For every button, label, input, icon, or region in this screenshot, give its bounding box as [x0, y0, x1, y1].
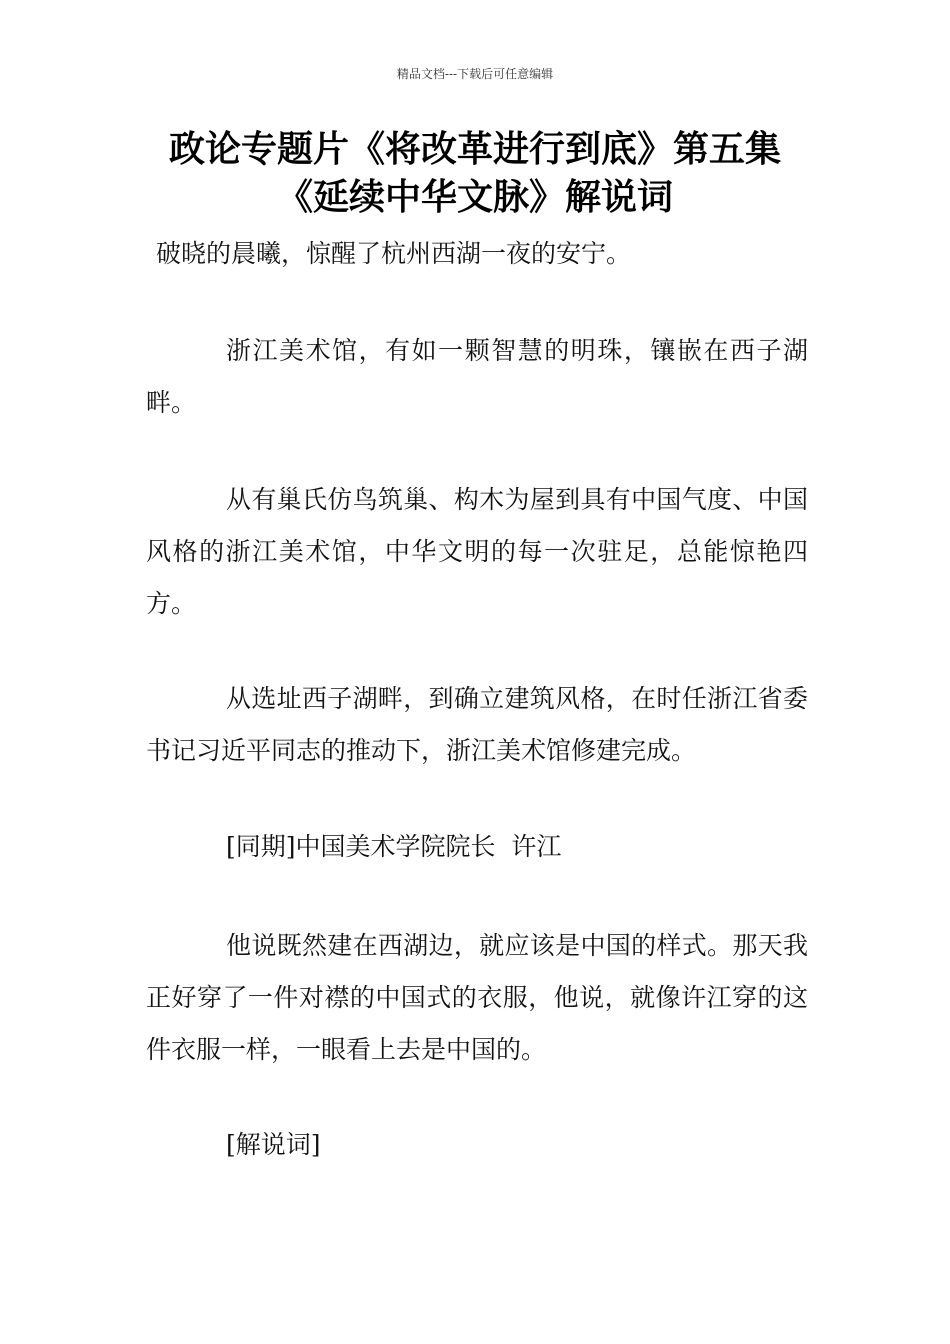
title-line-1: 政论专题片《将改革进行到底》第五集	[168, 129, 781, 170]
paragraph-5: [同期]中国美术学院院长 许江	[226, 832, 562, 861]
paragraph-1: 破晓的晨曦，惊醒了杭州西湖一夜的安宁。	[156, 239, 632, 268]
title-line-2: 《延续中华文脉》解说词	[276, 177, 673, 218]
page-header: 精品文档---下载后可任意编辑	[396, 67, 554, 81]
document-title	[100, 126, 850, 222]
paragraph-4: 从选址西子湖畔，到确立建筑风格，在时任浙江省委书记习近平同志的推动下，浙江美术馆修建完成。	[146, 684, 808, 765]
paragraph-6: 他说既然建在西湖边，就应该是中国的样式。那天我正好穿了一件对襟的中国式的衣服，他说，就像许江穿的这件衣服一样，一眼看上去是中国的。	[146, 931, 808, 1064]
paragraph-7: [解说词]	[226, 1130, 321, 1159]
paragraph-2: 浙江美术馆，有如一颗智慧的明珠，镶嵌在西子湖畔。	[146, 336, 808, 417]
paragraph-3: 从有巢氏仿鸟筑巢、构木为屋到具有中国气度、中国风格的浙江美术馆，中华文明的每一次驻足，总能惊艳四方。	[146, 485, 808, 618]
